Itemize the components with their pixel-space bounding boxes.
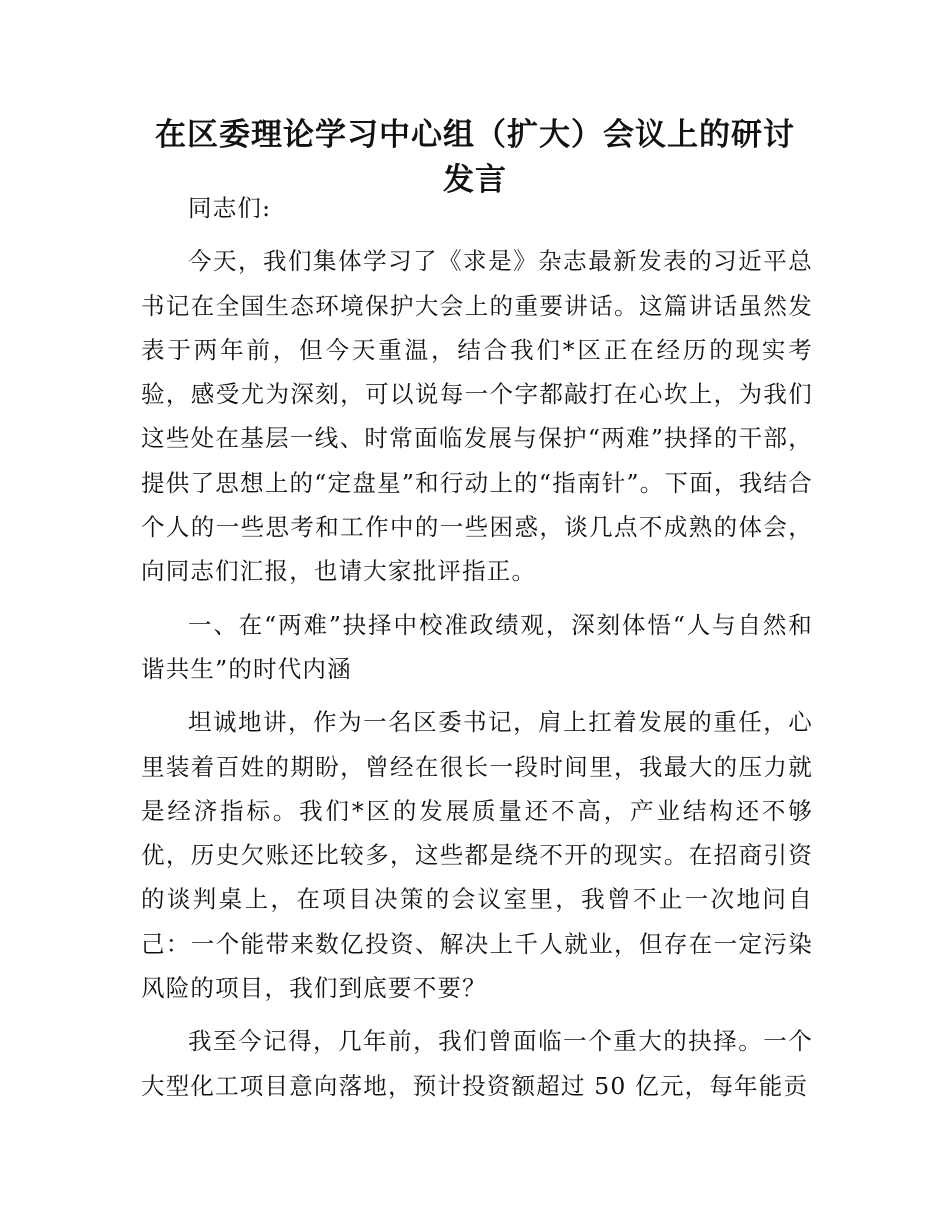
document-body — [141, 186, 813, 1117]
title-line-1: 在区委理论学习中心组（扩大）会议上的研讨 — [155, 117, 795, 153]
section-heading-1: 一、在“两难”抉择中校准政绩观，深刻体悟“人与自然和谐共生”的时代内涵 — [141, 610, 813, 683]
paragraph-3: 我至今记得，几年前，我们曾面临一个重大的抉择。一个大型化工项目意向落地，预计投资额超过 50 亿元，每年能贡 — [141, 1027, 813, 1100]
paragraph-intro: 今天，我们集体学习了《求是》杂志最新发表的习近平总书记在全国生态环境保护大会上的重要讲话。这篇讲话虽然发表于两年前，但今天重温，结合我们*区正在经历的现实考验，感受尤为深刻，可以说每一个字都敲打在心坎上，为我们这些处在基层一线、时常面临发展与保护“两难”抉择的干部，提供了思想上的“定盘星”和行动上的“指南针”。下面，我结合个人的一些思考和工作中的一些困惑，谈几点不成熟的体会，向同志们汇报，也请大家批评指正。 — [141, 247, 813, 586]
title-line-2: 发言 — [443, 162, 507, 198]
salutation: 同志们: — [188, 194, 272, 222]
paragraph-2: 坦诚地讲，作为一名区委书记，肩上扛着发展的重任，心里装着百姓的期盼，曾经在很长一段时间里，我最大的压力就是经济指标。我们*区的发展质量还不高，产业结构还不够优，历史欠账还比较多，这些都是绕不开的现实。在招商引资的谈判桌上，在项目决策的会议室里，我曾不止一次地问自己：一个能带来数亿投资、解决上千人就业，但存在一定污染风险的项目，我们到底要不要？ — [141, 708, 813, 1003]
